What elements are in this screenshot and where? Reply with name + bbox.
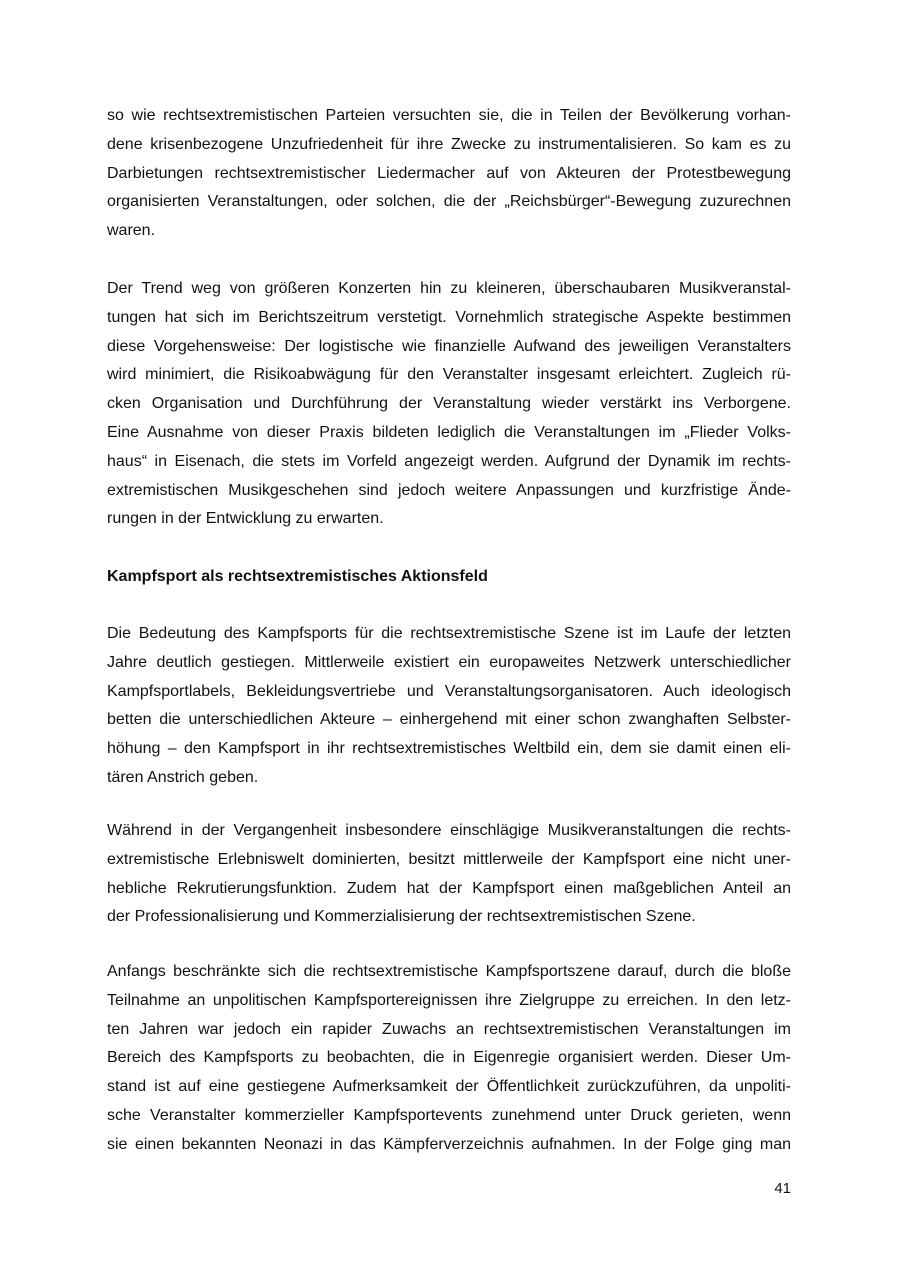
text-line: betten die unterschiedlichen Akteure – einhergehend mit einer schon zwanghaften Selbster-: [107, 711, 791, 729]
text-line: extremistische Erlebniswelt dominierten, besitzt mittlerweile der Kampfsport eine nicht uner-: [107, 850, 791, 868]
text-line: stand ist auf eine gestiegene Aufmerksamkeit der Öffentlichkeit zurückzuführen, da unpoliti-: [107, 1078, 791, 1096]
text-line: Eine Ausnahme von dieser Praxis bildeten lediglich die Veranstaltungen im „Flieder Volks-: [107, 423, 791, 441]
text-line: Bereich des Kampfsports zu beobachten, die in Eigenregie organisiert werden. Dieser Um-: [107, 1049, 791, 1067]
text-line: haus“ in Eisenach, die stets im Vorfeld angezeigt werden. Aufgrund der Dynamik im rechts-: [107, 452, 791, 470]
text-line: waren.: [107, 222, 156, 240]
paragraph-3: [107, 620, 791, 793]
text-line: ten Jahren war jedoch ein rapider Zuwachs an rechtsextremistischen Veranstaltungen im: [107, 1020, 791, 1038]
text-line: so wie rechtsextremistischen Parteien versuchten sie, die in Teilen der Bevölkerung vorhan-: [107, 107, 791, 124]
text-line: organisierten Veranstaltungen, oder solchen, die der „Reichsbürger“-Bewegung zuzurechnen: [107, 193, 791, 211]
text-line: der Professionalisierung und Kommerzialisierung der rechtsextremistischen Szene.: [107, 908, 696, 926]
text-line: Während in der Vergangenheit insbesondere einschlägige Musikveranstaltungen die rechts-: [107, 822, 791, 839]
page-number: 41: [774, 1180, 791, 1197]
text-line: dene krisenbezogene Unzufriedenheit für ihre Zwecke zu instrumentalisieren. So kam es zu: [107, 135, 791, 153]
text-line: hebliche Rekrutierungsfunktion. Zudem hat der Kampfsport einen maßgeblichen Anteil an: [107, 879, 791, 897]
text-line: sie einen bekannten Neonazi in das Kämpferverzeichnis aufnahmen. In der Folge ging man: [107, 1135, 791, 1153]
text-line: Der Trend weg von größeren Konzerten hin zu kleineren, überschaubaren Musikveranstal-: [107, 280, 791, 297]
text-line: diese Vorgehensweise: Der logistische wie finanzielle Aufwand des jeweiligen Veranstalters: [107, 337, 791, 355]
text-line: Jahre deutlich gestiegen. Mittlerweile existiert ein europaweites Netzwerk unterschiedlicher: [107, 653, 791, 671]
text-line: rungen in der Entwicklung zu erwarten.: [107, 510, 384, 528]
text-line: sche Veranstalter kommerzieller Kampfsportevents zunehmend unter Druck gerieten, wenn: [107, 1106, 791, 1124]
text-line: Teilnahme an unpolitischen Kampfsportereignissen ihre Zielgruppe zu erreichen. In den letz-: [107, 991, 791, 1009]
text-line: Anfangs beschränkte sich die rechtsextremistische Kampfsportszene darauf, durch die bloße: [107, 963, 791, 980]
paragraph-2: [107, 275, 791, 534]
text-line: extremistischen Musikgeschehen sind jedoch weitere Anpassungen und kurzfristige Ände-: [107, 481, 791, 499]
text-line: tären Anstrich geben.: [107, 768, 259, 786]
text-line: wird minimiert, die Risikoabwägung für den Veranstalter insgesamt erleichtert. Zugleich rü-: [107, 366, 791, 384]
paragraph-5: [107, 958, 791, 1160]
paragraph-1: [107, 102, 791, 246]
text-line: Die Bedeutung des Kampfsports für die rechtsextremistische Szene ist im Laufe der letzten: [107, 625, 791, 642]
text-line: tungen hat sich im Berichtszeitrum verstetigt. Vornehmlich strategische Aspekte bestimmen: [107, 308, 791, 326]
section-heading: Kampfsport als rechtsextremistisches Aktionsfeld: [107, 568, 488, 585]
text-line: cken Organisation und Durchführung der Veranstaltung wieder verstärkt ins Verborgene.: [107, 395, 791, 413]
text-line: Kampfsportlabels, Bekleidungsvertriebe und Veranstaltungsorganisatoren. Auch ideologisch: [107, 682, 791, 700]
text-line: höhung – den Kampfsport in ihr rechtsextremistisches Weltbild ein, dem sie damit einen eli-: [107, 740, 791, 758]
text-line: Darbietungen rechtsextremistischer Liedermacher auf von Akteuren der Protestbewegung: [107, 164, 791, 182]
paragraph-4: [107, 817, 791, 932]
